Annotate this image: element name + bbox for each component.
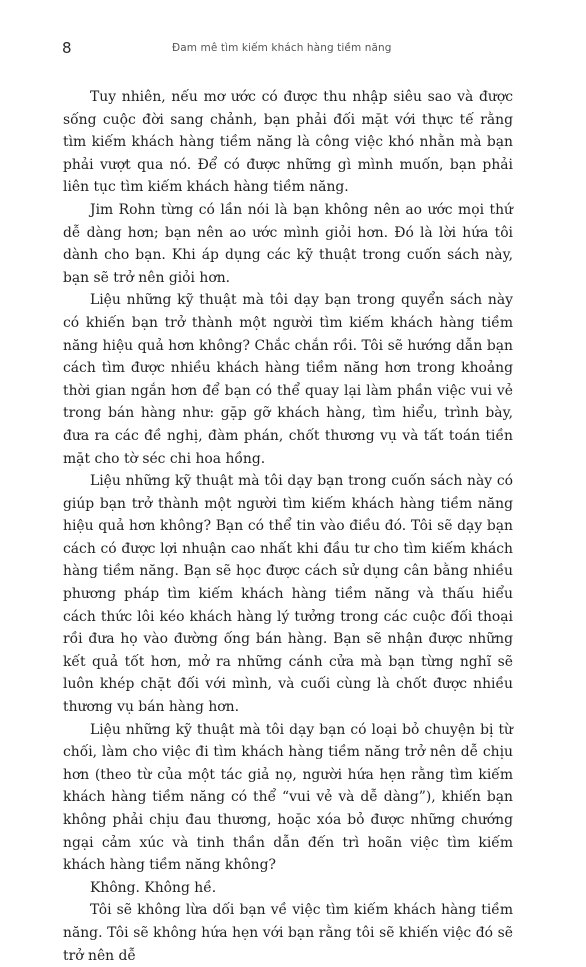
paragraph: Jim Rohn từng có lần nói là bạn không nên ao ước mọi thứ dễ dàng hơn; bạn nên ao ước mình giỏi hơn. Đó là lời hứa tôi dành cho bạn. Khi áp dụng các kỹ thuật trong cuốn sách này, bạn sẽ trở nên giỏi hơn. xyxy=(63,201,513,286)
page-number: 8 xyxy=(62,39,72,57)
paragraph: Liệu những kỹ thuật mà tôi dạy bạn có loại bỏ chuyện bị từ chối, làm cho việc đi tìm khách hàng tiềm năng trở nên dễ chịu hơn (theo từ của một tác giả nọ, người hứa hẹn rằng tìm kiếm khách hàng tiềm năng có thể “vui vẻ và dễ dàng”), khiến bạn không phải chịu đau thương, hoặc xóa bỏ được những chướng ngại cảm xúc và tinh thần dẫn đến trì hoãn việc tìm kiếm khách hàng tiềm năng không? xyxy=(63,721,513,874)
paragraph: Tôi sẽ không lừa dối bạn về việc tìm kiếm khách hàng tiềm năng. Tôi sẽ không hứa hẹn với bạn rằng tôi sẽ khiến việc đó sẽ trở nên dễ xyxy=(63,902,513,964)
paragraph: Không. Không hề. xyxy=(90,879,217,896)
running-header xyxy=(62,38,514,58)
paragraph: Liệu những kỹ thuật mà tôi dạy bạn trong cuốn sách này có giúp bạn trở thành một người tìm kiếm khách hàng tiềm năng hiệu quả hơn không? Bạn có thể tin vào điều đó. Tôi sẽ dạy bạn cách có được lợi nhuận cao nhất khi đầu tư cho tìm kiếm khách hàng tiềm năng. Bạn sẽ học được cách sử dụng cân bằng nhiều phương pháp tìm kiếm khách hàng tiềm năng và thấu hiểu cách thức lôi kéo khách hàng lý tưởng trong các cuộc đối thoại rồi đưa họ vào đường ống bán hàng. Bạn sẽ nhận được những kết quả tốt hơn, mở ra những cánh cửa mà bạn từng nghĩ sẽ luôn khép chặt đối với mình, và cuối cùng là chốt được nhiều thương vụ bán hàng hơn. xyxy=(63,473,513,716)
body-text xyxy=(63,86,513,967)
paragraph: Liệu những kỹ thuật mà tôi dạy bạn trong quyển sách này có khiến bạn trở thành một người tìm kiếm khách hàng tiềm năng hiệu quả hơn không? Chắc chắn rồi. Tôi sẽ hướng dẫn bạn cách tìm được nhiều khách hàng tiềm năng hơn trong khoảng thời gian ngắn hơn để bạn có thể quay lại làm phần việc vui vẻ trong bán hàng như: gặp gỡ khách hàng, tìm hiểu, trình bày, đưa ra các đề nghị, đàm phán, chốt thương vụ và tất toán tiền mặt cho tờ séc chi hoa hồng. xyxy=(63,292,513,467)
running-title: Đam mê tìm kiếm khách hàng tiềm năng xyxy=(172,42,392,54)
paragraph: Tuy nhiên, nếu mơ ước có được thu nhập siêu sao và được sống cuộc đời sang chảnh, bạn phải đối mặt với thực tế rằng tìm kiếm khách hàng tiềm năng là công việc khó nhằn mà bạn phải vượt qua nó. Để có được những gì mình muốn, bạn phải liên tục tìm kiếm khách hàng tiềm năng. xyxy=(63,89,513,196)
